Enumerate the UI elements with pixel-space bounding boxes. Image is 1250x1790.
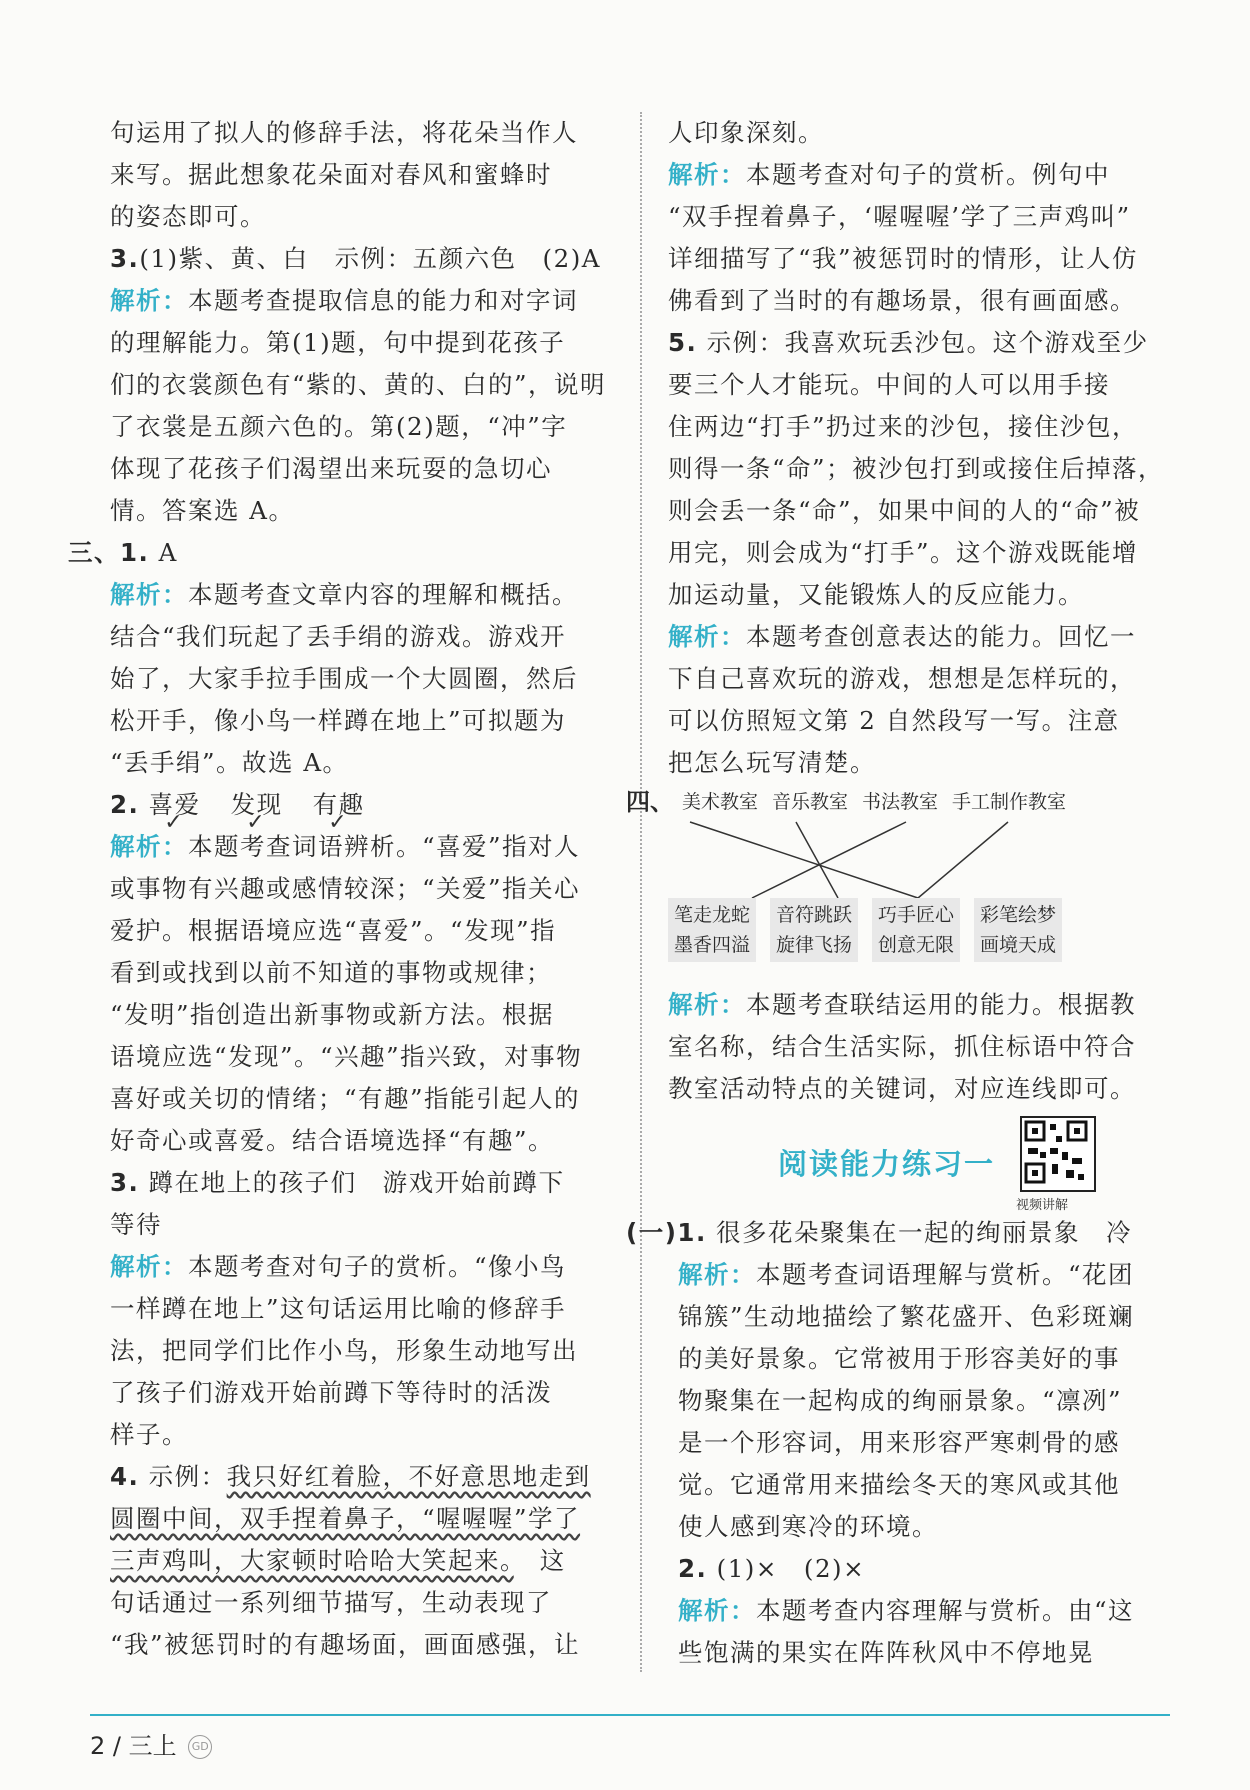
line-text: 示例：我喜欢玩丢沙包。这个游戏至少 <box>697 328 1149 357</box>
room-name: 手工制作教室 <box>952 791 1067 813</box>
analysis-line <box>668 984 1173 1026</box>
slogans <box>668 898 1062 962</box>
line-text: 教室活动特点的关键词，对应连线即可。 <box>668 1074 1136 1103</box>
text-line <box>110 1288 615 1330</box>
line-text: 样子。 <box>110 1420 188 1449</box>
underlined-text: 我只好红着脸，不好意思地走到 <box>226 1462 591 1491</box>
answer-line <box>668 322 1173 364</box>
footer-rule <box>90 1714 1170 1716</box>
analysis-label: 解析： <box>668 622 746 651</box>
line-text: 住两边“打手”扔过来的沙包，接住沙包， <box>668 412 1139 441</box>
line-text: 室名称，结合生活实际，抓住标语中符合 <box>668 1032 1136 1061</box>
checked-word: 发现 ✓ <box>231 784 283 826</box>
analysis-label: 解析： <box>678 1596 756 1625</box>
right-mid-block <box>668 984 1173 1110</box>
text-line <box>678 1506 1173 1548</box>
line-text: 本题考查对句子的赏析。例句中 <box>746 160 1110 189</box>
text-line <box>668 112 1173 154</box>
text-line <box>668 574 1173 616</box>
text-line <box>110 868 615 910</box>
line-text: 或事物有兴趣或感情较深；“关爱”指关心 <box>110 874 581 903</box>
line-text: 可以仿照短文第 2 自然段写一写。注意 <box>668 706 1120 735</box>
question-number: 3. <box>110 244 140 273</box>
line-text: 详细描写了“我”被惩罚时的情形，让人仿 <box>668 244 1139 273</box>
analysis-line <box>110 574 615 616</box>
question-number: 2. <box>678 1554 708 1583</box>
line-text: 下自己喜欢玩的游戏，想想是怎样玩的， <box>668 664 1136 693</box>
analysis-label: 解析： <box>678 1260 756 1289</box>
line-text: 一样蹲在地上”这句话运用比喻的修辞手 <box>110 1294 567 1323</box>
section-line <box>626 1212 1173 1254</box>
text-line <box>668 658 1173 700</box>
line-text: 法，把同学们比作小鸟，形象生动地写出 <box>110 1336 578 1365</box>
text-line <box>110 448 615 490</box>
line-text: 了孩子们游戏开始前蹲下等待时的活泼 <box>110 1378 552 1407</box>
text-line <box>668 196 1173 238</box>
right-column <box>626 112 1173 1674</box>
slogan-pair <box>872 898 960 962</box>
room-name: 美术教室 <box>682 791 759 813</box>
text-line <box>678 1422 1173 1464</box>
analysis-label: 解析： <box>668 990 746 1019</box>
line-text: 爱护。根据语境应选“喜爱”。“发现”指 <box>110 916 557 945</box>
line-text: 本题考查联结运用的能力。根据教 <box>746 990 1136 1019</box>
line-text: “双手捏着鼻子，‘喔喔喔’学了三声鸡叫” <box>668 202 1131 231</box>
question-number: 2. <box>110 790 140 819</box>
slogan: 彩笔绘梦 <box>980 904 1057 926</box>
line-text: 觉。它通常用来描绘冬天的寒风或其他 <box>678 1470 1120 1499</box>
match-line <box>918 822 1008 898</box>
line-text: 人印象深刻。 <box>668 118 824 147</box>
matching-exercise <box>626 784 1173 984</box>
text-line <box>668 280 1173 322</box>
line-text: “我”被惩罚时的有趣场面，画面感强，让 <box>110 1630 581 1659</box>
text-line <box>110 742 615 784</box>
line-text: 本题考查内容理解与赏析。由“这 <box>756 1596 1135 1625</box>
line-text: 加运动量，又能锻炼人的反应能力。 <box>668 580 1084 609</box>
answer-prefix: 示例： <box>139 1462 227 1491</box>
text-line <box>110 1330 615 1372</box>
slogan: 笔走龙蛇 <box>674 904 751 926</box>
slogan: 创意无限 <box>878 934 955 956</box>
answer-line <box>110 1456 615 1498</box>
section-number: (一)1. <box>626 1218 707 1247</box>
text-line <box>110 700 615 742</box>
section-number: 四、 <box>626 788 674 816</box>
right-top-block <box>668 112 1173 784</box>
analysis-line <box>668 154 1173 196</box>
line-text: A <box>149 538 178 567</box>
line-text: 本题考查创意表达的能力。回忆一 <box>746 622 1136 651</box>
text-line <box>110 490 615 532</box>
text-line <box>110 196 615 238</box>
text-line <box>668 1068 1173 1110</box>
text-line <box>110 322 615 364</box>
text-line <box>110 952 615 994</box>
qr-label: 视频讲解 <box>1016 1198 1069 1213</box>
text-line <box>110 1582 615 1624</box>
line-text: 本题考查词语理解与赏析。“花团 <box>756 1260 1135 1289</box>
line-text: (1)紫、黄、白 示例：五颜六色 (2)A <box>139 244 601 273</box>
checked-word: 有趣 ✓ <box>313 784 365 826</box>
text-line <box>678 1464 1173 1506</box>
reading-section-header <box>668 1116 1173 1212</box>
section-number: 三、1. <box>68 538 150 567</box>
room-name: 音乐教室 <box>772 791 849 813</box>
analysis-label: 解析： <box>110 1252 188 1281</box>
analysis-label: 解析： <box>668 160 746 189</box>
text-line <box>110 910 615 952</box>
line-text: 些饱满的果实在阵阵秋风中不停地晃 <box>678 1638 1094 1667</box>
question-number: 4. <box>110 1462 140 1491</box>
line-text: 来写。据此想象花朵面对春风和蜜蜂时 <box>110 160 552 189</box>
text-line <box>668 448 1173 490</box>
grade-label: / 三上 <box>112 1732 177 1760</box>
slogan: 旋律飞扬 <box>776 934 853 956</box>
analysis-line <box>110 826 615 868</box>
analysis-line <box>678 1254 1173 1296</box>
edition-badge: GD <box>188 1735 212 1759</box>
line-text: 好奇心或喜爱。结合语境选择“有趣”。 <box>110 1126 555 1155</box>
text-line <box>110 1204 615 1246</box>
text-line <box>678 1296 1173 1338</box>
line-text: 情。答案选 A。 <box>110 496 295 525</box>
text-line <box>110 406 615 448</box>
text-line <box>668 238 1173 280</box>
text-line <box>678 1632 1173 1674</box>
line-text: 使人感到寒冷的环境。 <box>678 1512 938 1541</box>
line-text: 则会丢一条“命”，如果中间的人的“命”被 <box>668 496 1141 525</box>
text-line <box>668 532 1173 574</box>
analysis-line <box>668 616 1173 658</box>
text-line <box>668 700 1173 742</box>
line-text: “发明”指创造出新事物或新方法。根据 <box>110 1000 555 1029</box>
line-text: 等待 <box>110 1210 162 1239</box>
connecting-lines <box>668 820 1088 900</box>
analysis-line <box>110 280 615 322</box>
text-line <box>110 616 615 658</box>
slogan-pair <box>770 898 858 962</box>
analysis-label: 解析： <box>110 580 188 609</box>
left-column <box>68 112 615 1666</box>
text-line <box>668 364 1173 406</box>
question-number: 5. <box>668 328 698 357</box>
line-text: 物聚集在一起构成的绚丽景象。“凛冽” <box>678 1386 1123 1415</box>
line-text: 用完，则会成为“打手”。这个游戏既能增 <box>668 538 1139 567</box>
line-text: 本题考查词语辨析。“喜爱”指对人 <box>188 832 581 861</box>
text-line <box>668 406 1173 448</box>
text-line <box>110 1036 615 1078</box>
text-line <box>110 1120 615 1162</box>
slogan: 画境天成 <box>980 934 1057 956</box>
line-text: 这 <box>513 1546 566 1575</box>
slogan: 音符跳跃 <box>776 904 853 926</box>
line-text: 则得一条“命”；被沙包打到或接住后掉落， <box>668 454 1165 483</box>
text-line <box>110 1414 615 1456</box>
page-number: 2 <box>90 1732 106 1760</box>
line-text: 体现了花孩子们渴望出来玩耍的急切心 <box>110 454 552 483</box>
page-footer <box>90 1726 212 1761</box>
line-text: 是一个形容词，用来形容严寒刺骨的感 <box>678 1428 1120 1457</box>
text-line <box>110 1498 615 1540</box>
line-text: 把怎么玩写清楚。 <box>668 748 876 777</box>
line-text: 句话通过一系列细节描写，生动表现了 <box>110 1588 552 1617</box>
line-text: 本题考查提取信息的能力和对字词 <box>188 286 578 315</box>
qr-code[interactable] <box>1020 1116 1096 1192</box>
line-text: 始了，大家手拉手围成一个大圆圈，然后 <box>110 664 578 693</box>
answer-line <box>110 238 615 280</box>
line-text: 的美好景象。它常被用于形容美好的事 <box>678 1344 1120 1373</box>
line-text: 喜好或关切的情绪；“有趣”指能引起人的 <box>110 1084 581 1113</box>
text-line <box>110 364 615 406</box>
line-text: 的理解能力。第(1)题，句中提到花孩子 <box>110 328 566 357</box>
analysis-label: 解析： <box>110 286 188 315</box>
analysis-line <box>678 1590 1173 1632</box>
line-text: 的姿态即可。 <box>110 202 266 231</box>
analysis-label: 解析： <box>110 832 188 861</box>
answer-line <box>678 1548 1173 1590</box>
analysis-line <box>110 1246 615 1288</box>
line-text: 本题考查对句子的赏析。“像小鸟 <box>188 1252 567 1281</box>
line-text: 们的衣裳颜色有“紫的、黄的、白的”，说明 <box>110 370 607 399</box>
line-text: 看到或找到以前不知道的事物或规律； <box>110 958 552 987</box>
line-text: 松开手，像小鸟一样蹲在地上”可拟题为 <box>110 706 567 735</box>
checked-words-line <box>110 784 615 826</box>
text-line <box>110 154 615 196</box>
reading-title: 阅读能力练习一 <box>778 1147 996 1181</box>
right-bottom-block <box>626 1212 1173 1674</box>
text-line <box>110 1624 615 1666</box>
room-names <box>626 784 1173 820</box>
line-text: (1)× (2)× <box>707 1554 866 1583</box>
section-line <box>68 532 615 574</box>
underlined-text: 圆圈中间，双手捏着鼻子，“喔喔喔”学了 <box>110 1504 581 1533</box>
line-text: 佛看到了当时的有趣场景，很有画面感。 <box>668 286 1136 315</box>
text-line <box>110 1372 615 1414</box>
slogan: 墨香四溢 <box>674 934 751 956</box>
text-line <box>110 658 615 700</box>
line-text: “丢手绢”。故选 A。 <box>110 748 349 777</box>
text-line <box>110 994 615 1036</box>
question-number: 3. <box>110 1168 140 1197</box>
underlined-text: 三声鸡叫，大家顿时哈哈大笑起来。 <box>110 1546 514 1575</box>
line-text: 锦簇”生动地描绘了繁花盛开、色彩斑斓 <box>678 1302 1135 1331</box>
line-text: 要三个人才能玩。中间的人可以用手接 <box>668 370 1110 399</box>
text-line <box>668 1026 1173 1068</box>
text-line <box>678 1380 1173 1422</box>
text-line <box>668 490 1173 532</box>
line-text: 了衣裳是五颜六色的。第(2)题，“冲”字 <box>110 412 568 441</box>
slogan: 巧手匠心 <box>878 904 955 926</box>
qr-icon <box>1022 1118 1090 1186</box>
room-name: 书法教室 <box>862 791 939 813</box>
line-text: 本题考查文章内容的理解和概括。 <box>188 580 578 609</box>
text-line <box>668 742 1173 784</box>
text-line <box>678 1338 1173 1380</box>
checked-word: 喜爱 ✓ <box>149 784 201 826</box>
answer-line <box>110 1162 615 1204</box>
line-text: 很多花朵聚集在一起的绚丽景象 冷 <box>706 1218 1133 1247</box>
slogan-pair <box>974 898 1062 962</box>
slogan-pair <box>668 898 756 962</box>
text-line <box>110 112 615 154</box>
line-text: 结合“我们玩起了丢手绢的游戏。游戏开 <box>110 622 567 651</box>
line-text: 语境应选“发现”。“兴趣”指兴致，对事物 <box>110 1042 583 1071</box>
line-text: 句运用了拟人的修辞手法，将花朵当作人 <box>110 118 578 147</box>
text-line <box>110 1540 615 1582</box>
text-line <box>110 1078 615 1120</box>
line-text: 蹲在地上的孩子们 游戏开始前蹲下 <box>139 1168 565 1197</box>
